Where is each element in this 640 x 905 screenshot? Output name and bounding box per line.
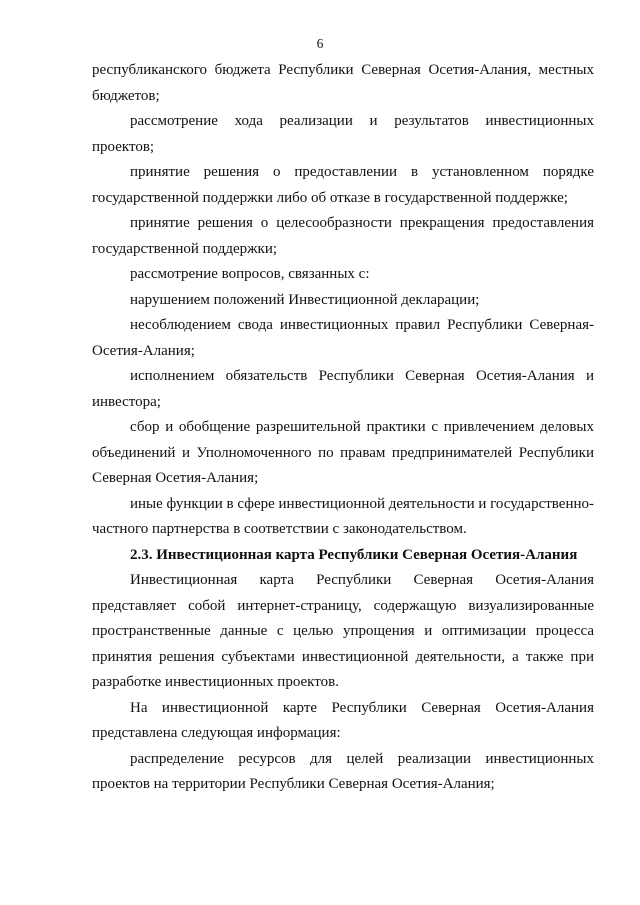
paragraph-review-projects: рассмотрение хода реализации и результатов инвестиционных проектов; (92, 113, 594, 155)
paragraph-resource-distribution: распределение ресурсов для целей реализации инвестиционных проектов на территории Республики Северная Осетия-Алания; (92, 750, 594, 792)
section-heading: 2.3. Инвестиционная карта Республики Северная Осетия-Алания (130, 546, 578, 563)
paragraph-support-termination: принятие решения о целесообразности прекращения предоставления государственной поддержки; (92, 215, 594, 257)
paragraph-map-definition: Инвестиционная карта Республики Северная Осетия-Алания представляет собой интернет-страницу, содержащую визуализированные пространственные данные с целью упрощения и оптимизации процесса принятия решения субъектами инвестиционной деятельности, а также при разработке инвестиционных проектов. (92, 572, 594, 690)
paragraph-permit-practice: сбор и обобщение разрешительной практики с привлечением деловых объединений и Уполномоченного по правам предпринимателей Республики Северная Осетия-Алания; (92, 419, 594, 486)
page-number: 6 (316, 36, 324, 51)
paragraph-support-decision: принятие решения о предоставлении в установленном порядке государственной поддержки либо об отказе в государственной поддержке; (92, 164, 594, 206)
paragraph-budgets: республиканского бюджета Республики Северная Осетия-Алания, местных бюджетов; (92, 62, 594, 104)
paragraph-obligations: исполнением обязательств Республики Северная Осетия-Алания и инвестора; (92, 368, 594, 410)
paragraph-issues-related: рассмотрение вопросов, связанных с: (130, 266, 370, 282)
paragraph-map-info: На инвестиционной карте Республики Северная Осетия-Алания представлена следующая информация: (92, 699, 594, 741)
document-body (92, 58, 594, 798)
paragraph-declaration-violation: нарушением положений Инвестиционной декларации; (130, 291, 480, 308)
paragraph-other-functions: иные функции в сфере инвестиционной деятельности и государственно-частного партнерства в соответствии с законодательством. (92, 495, 594, 537)
paragraph-rules-noncompliance: несоблюдением свода инвестиционных правил Республики Северная-Осетия-Алания; (92, 317, 594, 359)
